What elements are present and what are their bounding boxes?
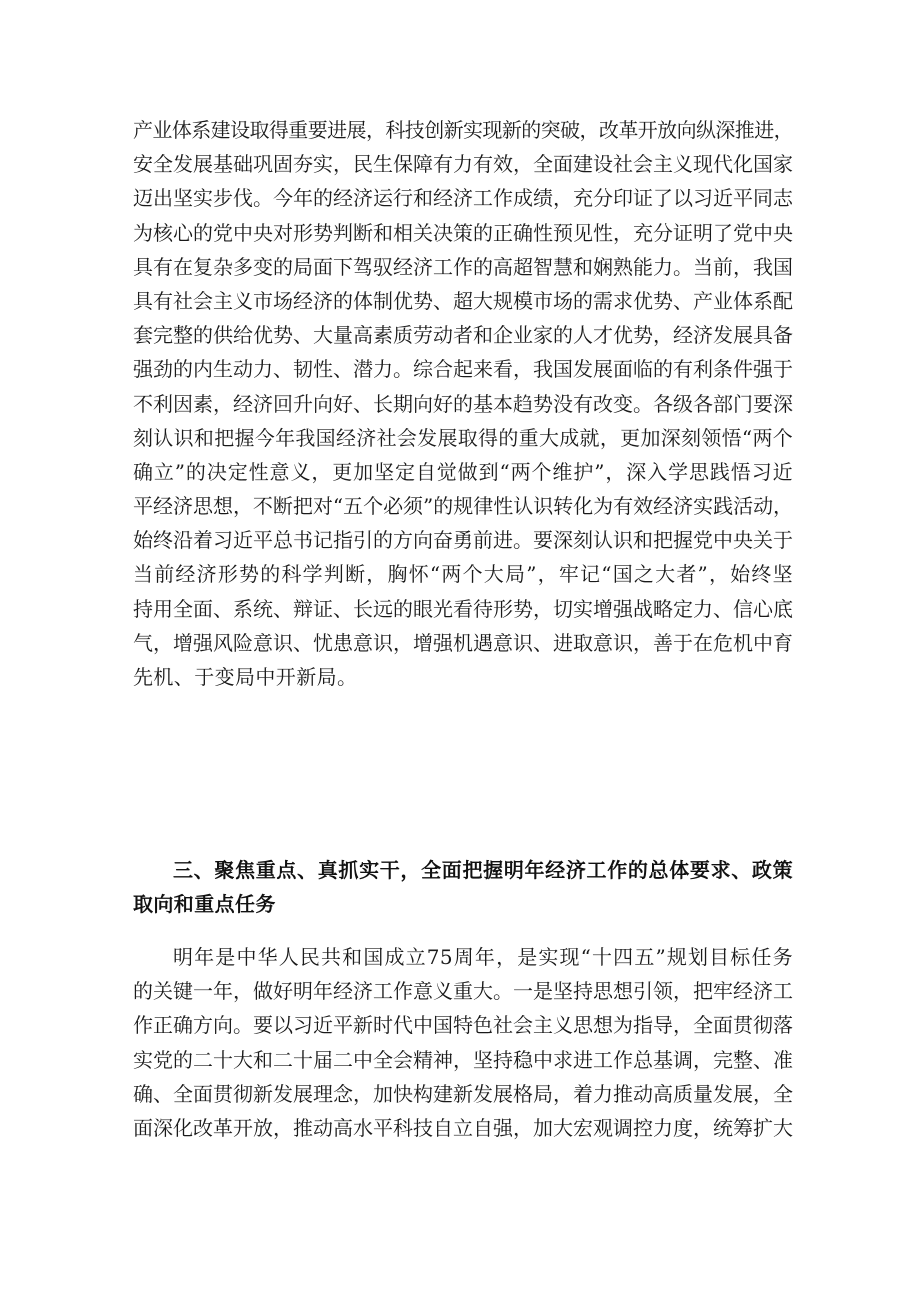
paragraph-line: 确、全面贯彻新发展理念，加快构建新发展格局，着力推动高质量发展，全	[133, 1081, 793, 1106]
body-paragraph-1	[133, 113, 793, 694]
paragraph-line: 气，增强风险意识、忧患意识，增强机遇意识、进取意识，善于在危机中育	[133, 630, 793, 655]
paragraph-line: 确立”的决定性意义，更加坚定自觉做到“两个维护”，深入学思践悟习近	[133, 459, 793, 484]
paragraph-line: 套完整的供给优势、大量高素质劳动者和企业家的人才优势，经济发展具备	[133, 323, 793, 348]
paragraph-line: 持用全面、系统、辩证、长远的眼光看待形势，切实增强战略定力、信心底	[133, 596, 793, 621]
paragraph-line: 为核心的党中央对形势判断和相关决策的正确性预见性，充分证明了党中央	[133, 220, 793, 245]
paragraph-line: 产业体系建设取得重要进展，科技创新实现新的突破，改革开放向纵深推进，	[133, 118, 793, 142]
paragraph-line: 强劲的内生动力、韧性、潜力。综合起来看，我国发展面临的有利条件强于	[133, 357, 793, 382]
paragraph-line: 先机、于变局中开新局。	[133, 665, 358, 689]
paragraph-line: 安全发展基础巩固夯实，民生保障有力有效，全面建设社会主义现代化国家	[133, 152, 793, 177]
paragraph-line: 实党的二十大和二十届二中全会精神，坚持稳中求进工作总基调，完整、准	[133, 1047, 793, 1072]
paragraph-line: 面深化改革开放，推动高水平科技自立自强，加大宏观调控力度，统筹扩大	[133, 1115, 793, 1140]
heading-line: 取向和重点任务	[133, 892, 276, 917]
paragraph-line: 不利因素，经济回升向好、长期向好的基本趋势没有改变。各级各部门要深	[133, 391, 793, 416]
paragraph-line: 的关键一年，做好明年经济工作意义重大。一是坚持思想引领，把牢经济工	[133, 979, 793, 1004]
paragraph-line: 迈出坚实步伐。今年的经济运行和经济工作成绩，充分印证了以习近平同志	[133, 186, 793, 211]
paragraph-line: 始终沿着习近平总书记指引的方向奋勇前进。要深刻认识和把握党中央关于	[133, 528, 793, 553]
paragraph-line: 明年是中华人民共和国成立75周年，是实现“十四五”规划目标任务	[173, 945, 793, 969]
paragraph-line: 当前经济形势的科学判断，胸怀“两个大局”，牢记“国之大者”，始终坚	[133, 562, 793, 587]
paragraph-line: 刻认识和把握今年我国经济社会发展取得的重大成就，更加深刻领悟“两个	[133, 425, 793, 450]
paragraph-line: 具有社会主义市场经济的体制优势、超大规模市场的需求优势、产业体系配	[133, 288, 793, 313]
paragraph-line: 作正确方向。要以习近平新时代中国特色社会主义思想为指导，全面贯彻落	[133, 1013, 793, 1038]
heading-line: 三、聚焦重点、真抓实干，全面把握明年经济工作的总体要求、政策	[173, 858, 793, 882]
paragraph-line: 具有在复杂多变的局面下驾驭经济工作的高超智慧和娴熟能力。当前，我国	[133, 254, 793, 279]
body-paragraph-2	[133, 940, 793, 1145]
paragraph-line: 平经济思想，不断把对“五个必须”的规律性认识转化为有效经济实践活动，	[133, 494, 793, 519]
section-heading	[133, 853, 793, 921]
